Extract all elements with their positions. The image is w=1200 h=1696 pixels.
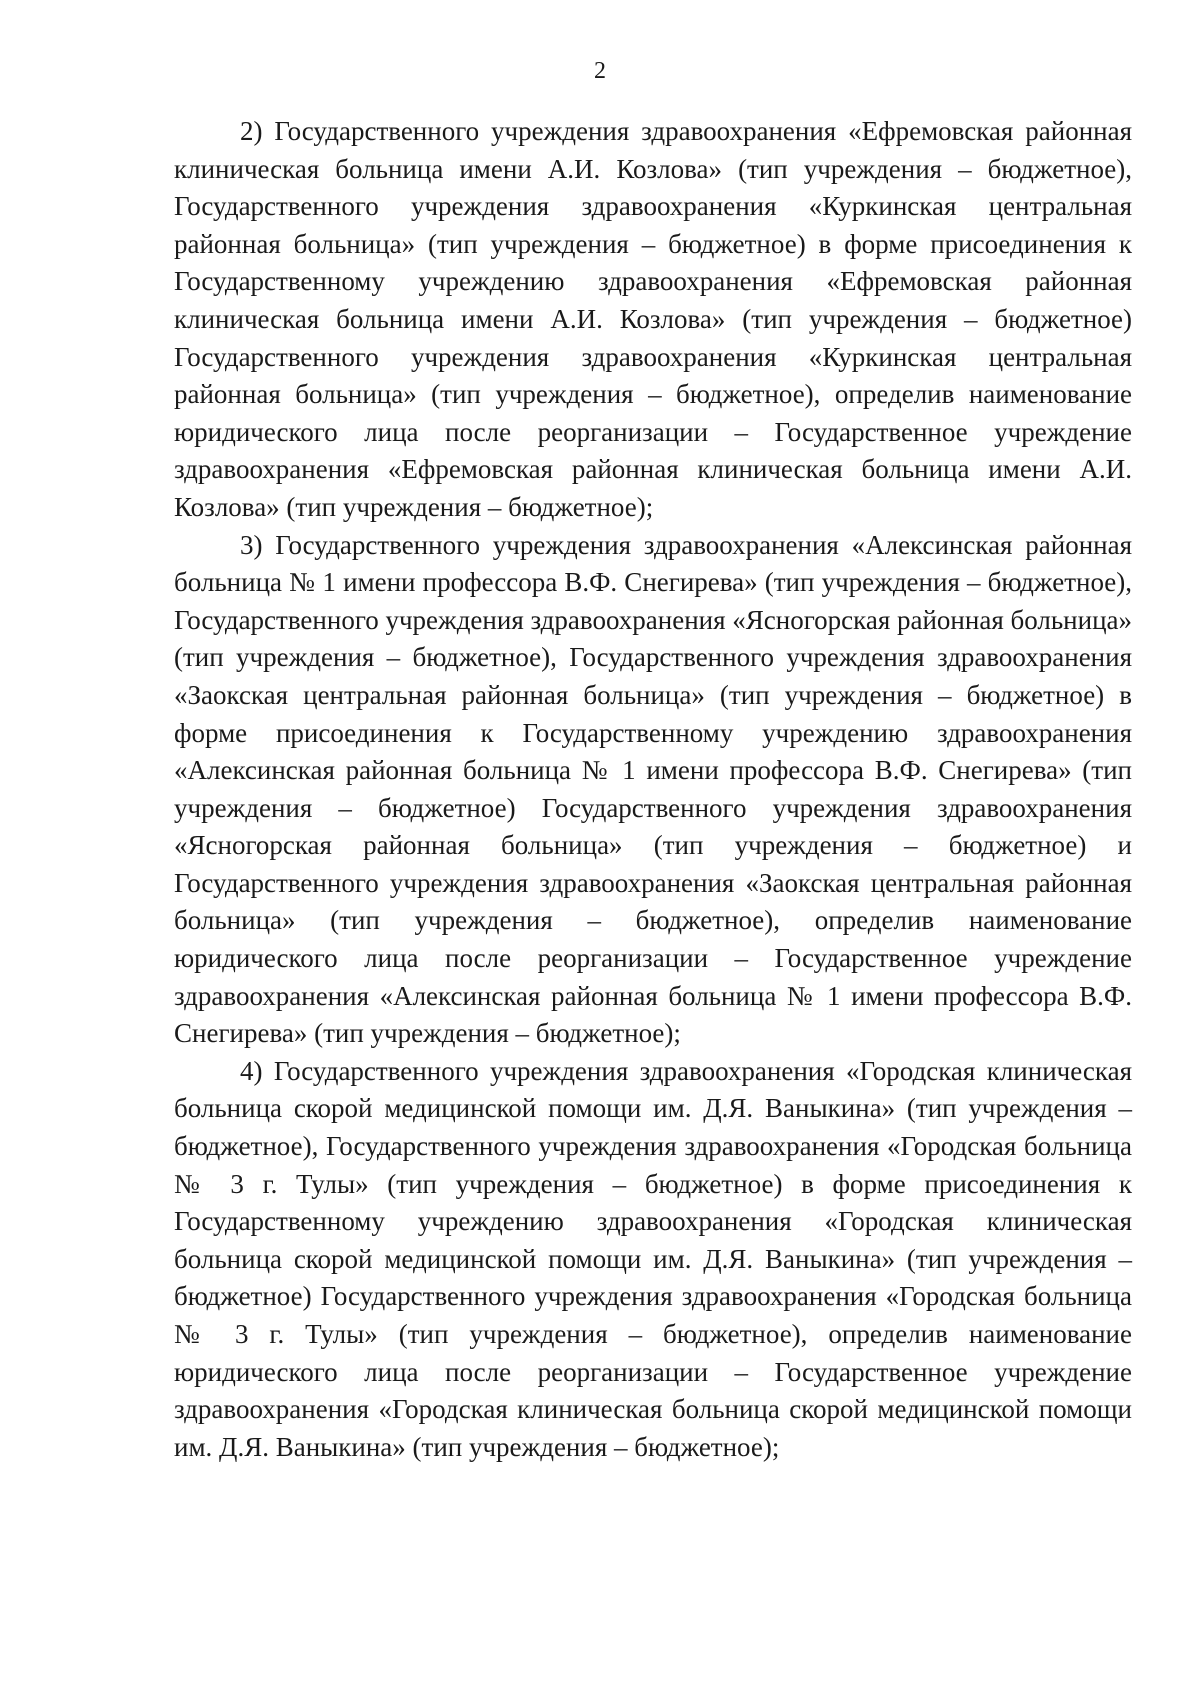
- page-number: 2: [594, 58, 606, 84]
- document-body: [174, 113, 1132, 1466]
- paragraph-item-3: 3) Государственного учреждения здравоохранения «Алексинская районная больница № 1 имени профессора В.Ф. Снегирева» (тип учреждения – бюджетное), Государственного учреждения здравоохранения «Ясногорская районная больница» (тип учреждения – бюджетное), Государственного учреждения здравоохранения «Заокская центральная районная больница» (тип учреждения – бюджетное) в форме присоединения к Государственному учреждению здравоохранения «Алексинская районная больница № 1 имени профессора В.Ф. Снегирева» (тип учреждения – бюджетное) Государственного учреждения здравоохранения «Ясногорская районная больница» (тип учреждения – бюджетное) и Государственного учреждения здравоохранения «Заокская центральная районная больница» (тип учреждения – бюджетное), определив наименование юридического лица после реорганизации – Государственное учреждение здравоохранения «Алексинская районная больница № 1 имени профессора В.Ф. Снегирева» (тип учреждения – бюджетное);: [174, 529, 1132, 1049]
- paragraph-item-2: 2) Государственного учреждения здравоохранения «Ефремовская районная клиническая больница имени А.И. Козлова» (тип учреждения – бюджетное), Государственного учреждения здравоохранения «Куркинская центральная районная больница» (тип учреждения – бюджетное) в форме присоединения к Государственному учреждению здравоохранения «Ефремовская районная клиническая больница имени А.И. Козлова» (тип учреждения – бюджетное) Государственного учреждения здравоохранения «Куркинская центральная районная больница» (тип учреждения – бюджетное), определив наименование юридического лица после реорганизации – Государственное учреждение здравоохранения «Ефремовская районная клиническая больница имени А.И. Козлова» (тип учреждения – бюджетное);: [174, 116, 1132, 522]
- paragraph-item-4: 4) Государственного учреждения здравоохранения «Городская клиническая больница скорой медицинской помощи им. Д.Я. Ваныкина» (тип учреждения – бюджетное), Государственного учреждения здравоохранения «Городская больница № 3 г. Тулы» (тип учреждения – бюджетное) в форме присоединения к Государственному учреждению здравоохранения «Городская клиническая больница скорой медицинской помощи им. Д.Я. Ваныкина» (тип учреждения – бюджетное) Государственного учреждения здравоохранения «Городская больница № 3 г. Тулы» (тип учреждения – бюджетное), определив наименование юридического лица после реорганизации – Государственное учреждение здравоохранения «Городская клиническая больница скорой медицинской помощи им. Д.Я. Ваныкина» (тип учреждения – бюджетное);: [174, 1055, 1132, 1462]
